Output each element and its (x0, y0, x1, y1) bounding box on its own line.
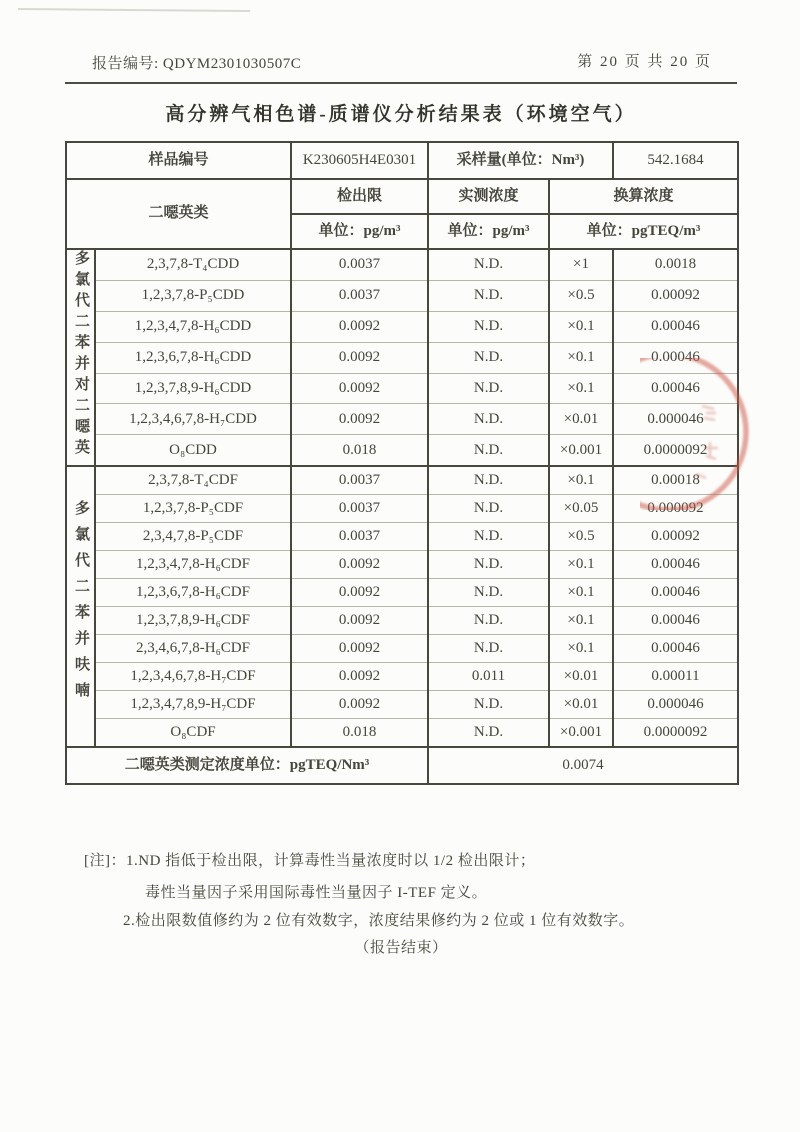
table-row (66, 373, 738, 404)
table-row (66, 404, 738, 435)
report-end-marker: （报告结束） (354, 940, 448, 956)
cell-tef-factor: ×0.05 (549, 495, 613, 523)
cell-measured: N.D. (428, 249, 549, 280)
cell-detection-limit: 0.0092 (291, 342, 428, 373)
table-row (66, 179, 738, 214)
cell-tef-factor: ×0.001 (549, 719, 613, 748)
cell-compound-name: 1,2,3,4,6,7,8-H₇CDF (95, 663, 291, 691)
cell-compound-name: 1,2,3,7,8-P₅CDF (95, 495, 291, 523)
cell-measured: N.D. (428, 373, 549, 404)
column-header-dioxin-class: 二噁英类 (66, 179, 291, 249)
cell-tef-factor: ×0.1 (549, 579, 613, 607)
cell-tef-factor: ×0.001 (549, 435, 613, 466)
cell-compound-name: 2,3,4,7,8-P₅CDF (95, 523, 291, 551)
cell-teq-value: 0.000046 (613, 691, 738, 719)
cell-tef-factor: ×0.5 (549, 280, 613, 311)
report-number-value: QDYM2301030507C (162, 56, 302, 72)
header-divider (65, 82, 737, 84)
column-header-measured: 实测浓度 (428, 179, 549, 214)
cell-measured: N.D. (428, 404, 549, 435)
table-row (66, 280, 738, 311)
cell-compound-name: 1,2,3,6,7,8-H₆CDD (95, 342, 291, 373)
cell-teq-value: 0.00046 (613, 607, 738, 635)
cell-measured: N.D. (428, 495, 549, 523)
footnote-line: 2.检出限数值修约为 2 位有效数字，浓度结果修约为 2 位或 1 位有效数字。 (123, 913, 635, 929)
cell-measured: N.D. (428, 635, 549, 663)
cell-teq-value: 0.000092 (613, 495, 738, 523)
cell-compound-name: 1,2,3,7,8,9-H₆CDF (95, 607, 291, 635)
cell-compound-name: 1,2,3,4,7,8-H₆CDD (95, 311, 291, 342)
cell-measured: N.D. (428, 579, 549, 607)
column-unit-detection-limit: 单位：pg/m³ (291, 214, 428, 249)
cell-measured: N.D. (428, 435, 549, 466)
table-row (66, 719, 738, 748)
cell-compound-name: 2,3,7,8-T₄CDD (95, 249, 291, 280)
table-row (66, 142, 738, 179)
cell-detection-limit: 0.0092 (291, 663, 428, 691)
cell-volume-label: 采样量(单位：Nm³) (428, 142, 613, 179)
cell-compound-name: 1,2,3,6,7,8-H₆CDF (95, 579, 291, 607)
cell-detection-limit: 0.0092 (291, 607, 428, 635)
table-row (66, 249, 738, 280)
cell-tef-factor: ×0.1 (549, 635, 613, 663)
cell-detection-limit: 0.0092 (291, 691, 428, 719)
cell-tef-factor: ×0.01 (549, 691, 613, 719)
column-header-converted: 换算浓度 (549, 179, 738, 214)
table-row (66, 607, 738, 635)
column-header-detection-limit: 检出限 (291, 179, 428, 214)
cell-teq-value: 0.0018 (613, 249, 738, 280)
table-row (66, 495, 738, 523)
cell-teq-value: 0.000046 (613, 404, 738, 435)
table-row (66, 523, 738, 551)
cell-detection-limit: 0.0037 (291, 523, 428, 551)
cell-compound-name: 2,3,4,6,7,8-H₆CDF (95, 635, 291, 663)
table-row (66, 663, 738, 691)
cell-measured: 0.011 (428, 663, 549, 691)
group-label-pcdf-text: 多氯代二苯并呋喃 (73, 500, 89, 709)
cell-teq-value: 0.00046 (613, 579, 738, 607)
cell-tef-factor: ×0.5 (549, 523, 613, 551)
cell-compound-name: 1,2,3,7,8-P₅CDD (95, 280, 291, 311)
report-number-label: 报告编号: (92, 56, 159, 72)
cell-tef-factor: ×0.1 (549, 607, 613, 635)
cell-tef-factor: ×0.1 (549, 551, 613, 579)
results-table (65, 141, 739, 785)
cell-detection-limit: 0.0092 (291, 551, 428, 579)
group-label-pcdd (66, 249, 95, 466)
table-row (66, 551, 738, 579)
report-number (92, 52, 301, 73)
cell-teq-value: 0.00046 (613, 373, 738, 404)
cell-sample-label: 样品编号 (66, 142, 291, 179)
column-unit-measured: 单位：pg/m³ (428, 214, 549, 249)
cell-detection-limit: 0.0037 (291, 466, 428, 495)
cell-tef-factor: ×0.1 (549, 466, 613, 495)
table-row (66, 435, 738, 466)
cell-measured: N.D. (428, 719, 549, 748)
cell-measured: N.D. (428, 607, 549, 635)
cell-detection-limit: 0.0037 (291, 280, 428, 311)
cell-volume-value: 542.1684 (613, 142, 738, 179)
summary-label: 二噁英类测定浓度单位：pgTEQ/Nm³ (66, 747, 428, 784)
cell-detection-limit: 0.0092 (291, 373, 428, 404)
cell-detection-limit: 0.0037 (291, 495, 428, 523)
cell-detection-limit: 0.0037 (291, 249, 428, 280)
cell-detection-limit: 0.0092 (291, 311, 428, 342)
page-title: 高分辨气相色谱-质谱仪分析结果表（环境空气） (165, 104, 637, 125)
cell-detection-limit: 0.0092 (291, 635, 428, 663)
cell-tef-factor: ×1 (549, 249, 613, 280)
cell-teq-value: 0.0000092 (613, 435, 738, 466)
cell-teq-value: 0.00046 (613, 311, 738, 342)
column-unit-converted: 单位：pgTEQ/m³ (549, 214, 738, 249)
cell-detection-limit: 0.018 (291, 719, 428, 748)
cell-compound-name: 2,3,7,8-T₄CDF (95, 466, 291, 495)
cell-compound-name: 1,2,3,4,6,7,8-H₇CDD (95, 404, 291, 435)
cell-teq-value: 0.00011 (613, 663, 738, 691)
table-row (66, 691, 738, 719)
footnote-line: [注]：1.ND 指低于检出限，计算毒性当量浓度时以 1/2 检出限计； (84, 853, 536, 869)
cell-sample-id: K230605H4E0301 (291, 142, 428, 179)
cell-compound-name: O₈CDD (95, 435, 291, 466)
cell-teq-value: 0.00092 (613, 280, 738, 311)
footnote-line: 毒性当量因子采用国际毒性当量因子 I-TEF 定义。 (145, 885, 488, 901)
cell-teq-value: 0.00092 (613, 523, 738, 551)
cell-detection-limit: 0.018 (291, 435, 428, 466)
cell-compound-name: 1,2,3,4,7,8,9-H₇CDF (95, 691, 291, 719)
cell-measured: N.D. (428, 280, 549, 311)
cell-compound-name: O₈CDF (95, 719, 291, 748)
summary-total-teq: 0.0074 (428, 747, 738, 784)
table-row (66, 311, 738, 342)
table-row (66, 635, 738, 663)
cell-teq-value: 0.00018 (613, 466, 738, 495)
cell-tef-factor: ×0.1 (549, 373, 613, 404)
scan-artifact (18, 8, 250, 12)
group-label-pcdd-text: 多氯代二苯并对二噁英 (73, 250, 89, 460)
cell-measured: N.D. (428, 311, 549, 342)
cell-teq-value: 0.00046 (613, 635, 738, 663)
cell-tef-factor: ×0.1 (549, 311, 613, 342)
cell-measured: N.D. (428, 551, 549, 579)
cell-teq-value: 0.00046 (613, 342, 738, 373)
cell-tef-factor: ×0.01 (549, 404, 613, 435)
cell-tef-factor: ×0.01 (549, 663, 613, 691)
cell-detection-limit: 0.0092 (291, 579, 428, 607)
page-number: 第 20 页 共 20 页 (577, 54, 712, 70)
table-row (66, 342, 738, 373)
table-row (66, 579, 738, 607)
cell-tef-factor: ×0.1 (549, 342, 613, 373)
cell-compound-name: 1,2,3,7,8,9-H₆CDD (95, 373, 291, 404)
table-row (66, 747, 738, 784)
cell-teq-value: 0.00046 (613, 551, 738, 579)
cell-detection-limit: 0.0092 (291, 404, 428, 435)
cell-measured: N.D. (428, 466, 549, 495)
cell-compound-name: 1,2,3,4,7,8-H₆CDF (95, 551, 291, 579)
cell-teq-value: 0.0000092 (613, 719, 738, 748)
cell-measured: N.D. (428, 523, 549, 551)
group-label-pcdf (66, 466, 95, 747)
table-row (66, 466, 738, 495)
cell-measured: N.D. (428, 691, 549, 719)
cell-measured: N.D. (428, 342, 549, 373)
